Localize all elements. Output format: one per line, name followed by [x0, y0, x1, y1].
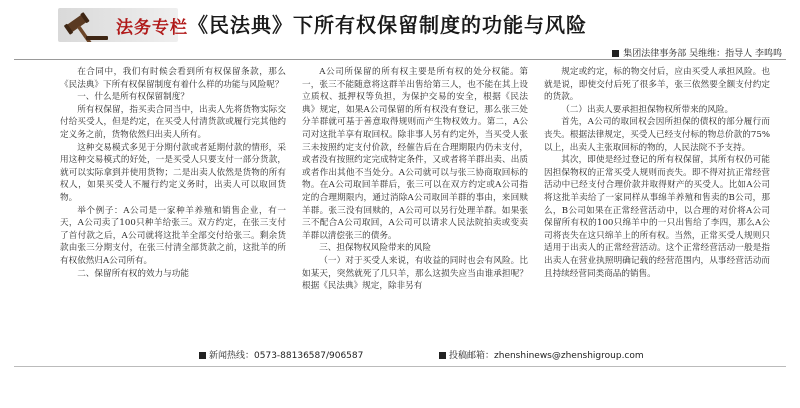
section-heading: 二、保留所有权的效力与功能: [77, 268, 189, 279]
article-headline: 《民法典》下所有权保留制度的功能与风险: [188, 13, 587, 37]
column-label: 法务专栏: [116, 18, 188, 38]
byline: [612, 46, 782, 59]
email-label: 投稿邮箱：: [449, 351, 495, 361]
paragraph: 规定或约定，标的物交付后，应由买受人承担风险。也就是说，即使交付后死了很多羊，张三依然要全额支付约定的货款。: [544, 67, 770, 103]
bullet-square-icon: [199, 352, 206, 359]
article-column-1: [60, 66, 286, 330]
paragraph: 首先，A公司的取回权会因所担保的债权的部分履行而丧失。根据法律规定，买受人已经支付标的物总价款的75%以上，出卖人主张取回标的物的，人民法院不予支持。: [544, 117, 770, 153]
paragraph: 举个例子：A公司是一家种羊养殖和销售企业，有一天，A公司卖了100只种羊给张三。双方约定，在张三支付了首付款之后，A公司就将这批羊全部交付给张三。剩余货款由张三分期支付，在张三付清全部货款之前，这批羊的所有权依然归A公司所有。: [60, 205, 286, 266]
submission-email: [439, 348, 644, 361]
section-heading: 一、什么是所有权保留制度？: [77, 92, 189, 103]
column-header: [0, 0, 800, 48]
page-footer: [14, 348, 786, 362]
section-heading: （二）出卖人要承担担保物权所带来的风险。: [561, 104, 734, 115]
paragraph: 在合同中，我们有时候会看到所有权保留条款，那么《民法典》下所有权保留制度有着什么样的功能与风险呢？: [60, 67, 286, 90]
paragraph: 这种交易模式多见于分期付款或者延期付款的情形，采用这种交易模式的好处，一是买受人只要支付一部分货款，就可以实际拿到并使用货物；二是出卖人依然是货物的所有权人，如果买受人不履行约定义务时，出卖人可以取回货物。: [60, 142, 286, 203]
byline-text: 集团法律事务部 吴维维：指导人 李鸣鸣: [623, 49, 782, 59]
hotline-number: 0573-88136587/906587: [254, 351, 364, 361]
bullet-square-icon: [439, 352, 446, 359]
article-column-3: [544, 66, 770, 330]
paragraph: A公司所保留的所有权主要是所有权的处分权能。第一，张三不能随意将这群羊出售给第三人，也不能在其上设立质权、抵押权等负担，为保护交易的安全，根据《民法典》规定，如果A公司保留的所有权没有登记，那么张三处分羊群就可基于善意取得规则而产生物权效力。第二，A公司对这批羊享有取回权。除非事人另有约定外，当买受人张三未按照约定支付价款，经催告后在合理期限内仍未支付，或者没有按照约定完成特定条件，又或者将羊群出卖、出质或者作出其他不当处分。A公司就可以与张三协商取回标的物。在A公司取回羊群后，张三可以在双方约定或A公司指定的合理期限内，通过消除A公司取回羊群的事由，来回赎羊群。张三没有回赎的，A公司可以另行处理羊群。如果张三不配合A公司取回，A公司可以请求人民法院拍卖或变卖羊群以清偿张三的债务。: [302, 67, 528, 241]
paragraph: 其次，即使是经过登记的所有权保留，其所有权仍可能因担保物权的正常买受人规则而丧失。即不得对抗正常经营活动中已经支付合理价款并取得财产的买受人。比如A公司将这批羊卖给了一家同样从事绵羊养殖和售卖的B公司，那么，B公司如果在正常经营活动中，以合理的对价将A公司保留所有权的100只绵羊中的一只出售给了李四，那么A公司将丧失在这只绵羊上的所有权。当然，正常买受人规则只适用于出卖人的正常经营活动。这个正常经营活动一般是指出卖人在营业执照明确记载的经营范围内，从事经营活动而且持续经营同类商品的销售。: [544, 155, 770, 279]
paragraph: 所有权保留，指买卖合同当中，出卖人先将货物实际交付给买受人，但是约定，在买受人付清货款或履行完其他约定义务之前，货物依然归出卖人所有。: [60, 104, 286, 140]
article-column-2: [302, 66, 528, 330]
gavel-icon: [62, 10, 114, 42]
paragraph: （一）对于买受人来说，有收益的同时也会有风险。比如某天，突然就死了几只羊，那么这损失应当由谁承担呢？根据《民法典》规定，除非另有: [302, 255, 528, 292]
email-address: zhenshinews@zhenshigroup.com: [494, 351, 644, 361]
section-heading: 三、担保物权风险带来的风险: [319, 243, 431, 254]
news-hotline: [199, 348, 363, 361]
bullet-square-icon: [612, 50, 619, 57]
footer-rule: [14, 366, 786, 367]
hotline-label: 新闻热线：: [209, 351, 255, 361]
header-rule: [14, 59, 786, 60]
